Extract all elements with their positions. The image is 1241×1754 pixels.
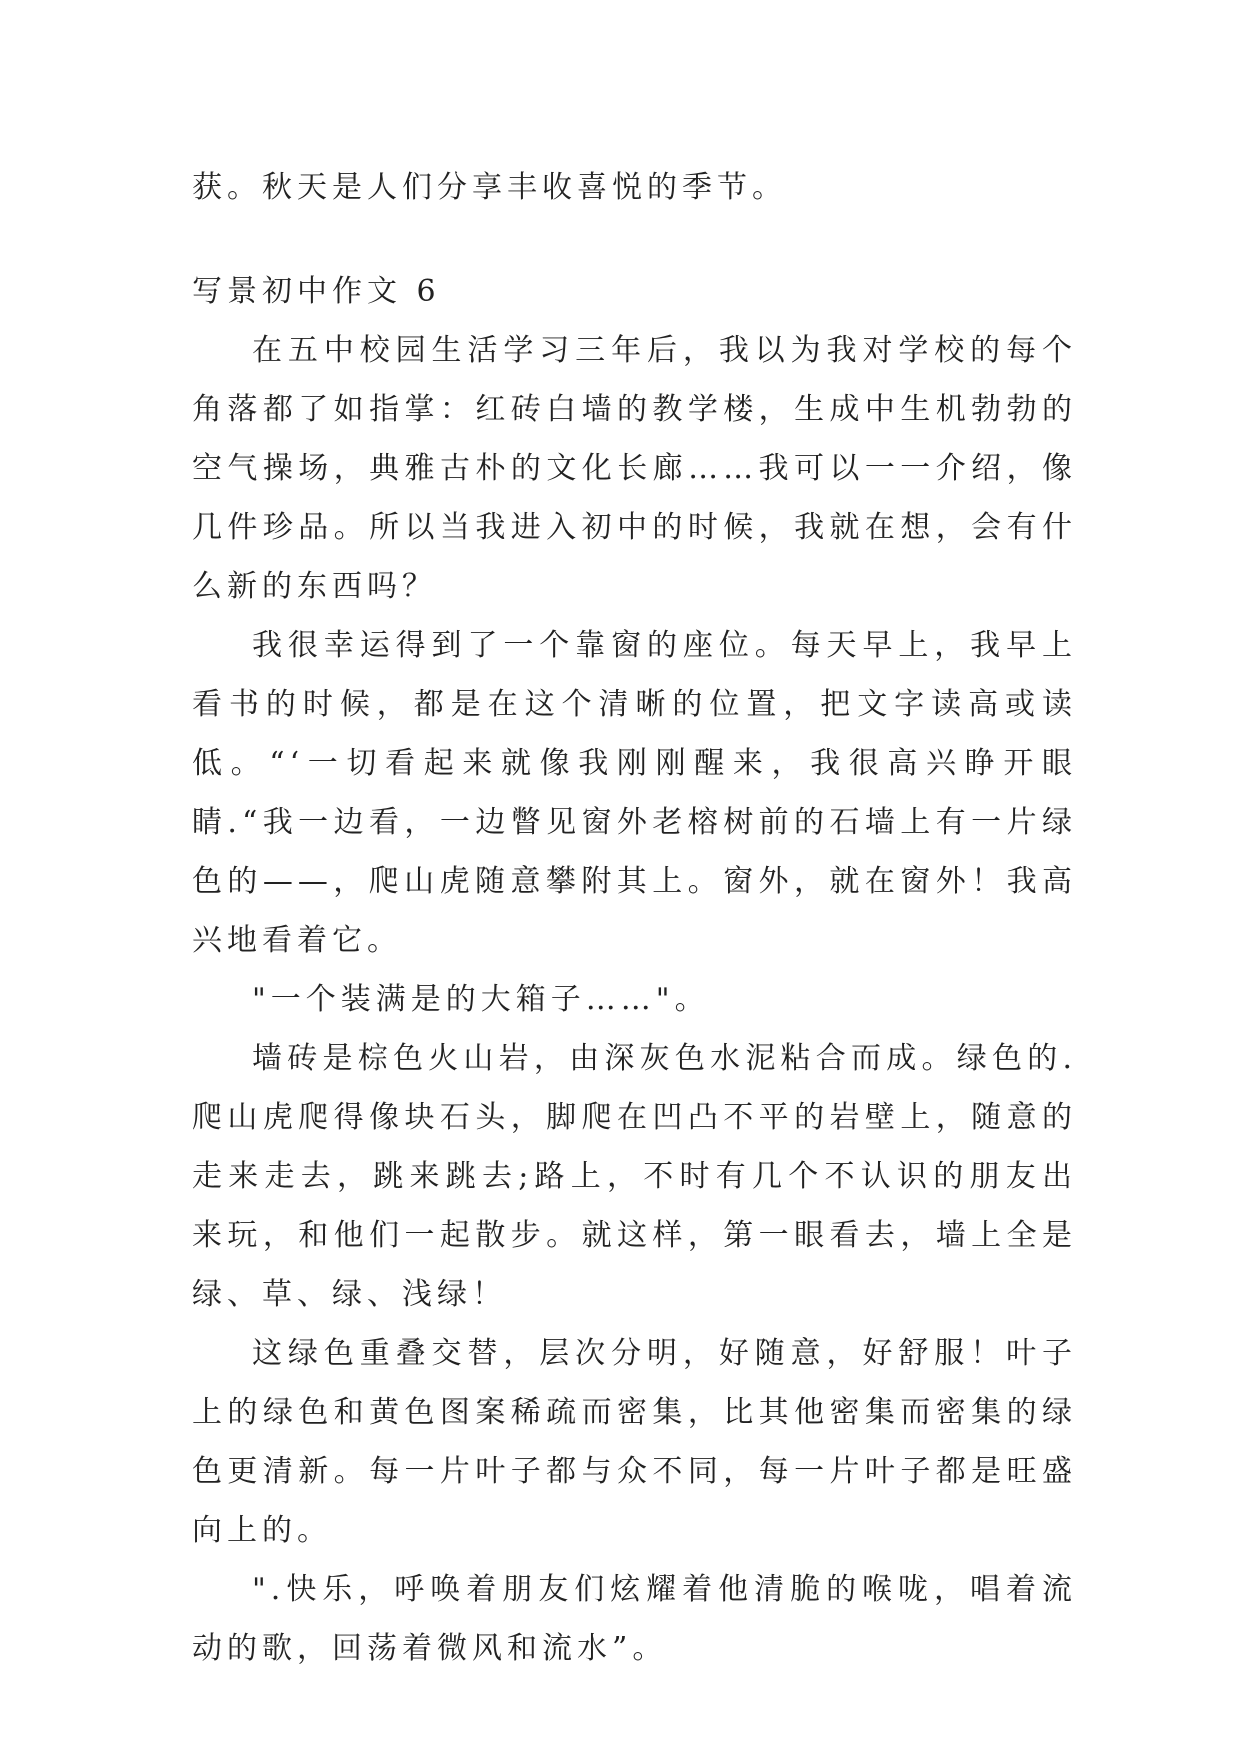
paragraph-1: 在五中校园生活学习三年后，我以为我对学校的每个角落都了如指掌：红砖白墙的教学楼，生成中生机勃勃的空气操场，典雅古朴的文化长廊……我可以一一介绍，像几件珍品。所以当我进入初中的时候，我就在想，会有什么新的东西吗？ [192, 333, 1077, 604]
carry-over-line: 获。秋天是人们分享丰收喜悦的季节。 [192, 170, 787, 205]
paragraph-2: 我很幸运得到了一个靠窗的座位。每天早上，我早上看书的时候，都是在这个清晰的位置，把文字读高或读低。“‘一切看起来就像我刚刚醒来，我很高兴睁开眼睛.“我一边看，一边瞥见窗外老榕树前的石墙上有一片绿色的——，爬山虎随意攀附其上。窗外，就在窗外！我高兴地看着它。 [192, 628, 1077, 958]
paragraph-5: 这绿色重叠交替，层次分明，好随意，好舒服！叶子上的绿色和黄色图案稀疏而密集，比其他密集而密集的绿色更清新。每一片叶子都与众不同，每一片叶子都是旺盛向上的。 [192, 1336, 1077, 1548]
document-body [192, 158, 1077, 1678]
section-title: 写景初中作文 6 [192, 274, 441, 309]
paragraph-4: 墙砖是棕色火山岩，由深灰色水泥粘合而成。绿色的.爬山虎爬得像块石头，脚爬在凹凸不平的岩壁上，随意的走来走去，跳来跳去;路上，不时有几个不认识的朋友出来玩，和他们一起散步。就这样，第一眼看去，墙上全是绿、草、绿、浅绿！ [192, 1041, 1077, 1312]
paragraph-6: ".快乐，呼唤着朋友们炫耀着他清脆的喉咙，唱着流动的歌，回荡着微风和流水”。 [192, 1572, 1077, 1666]
paragraph-3: "一个装满是的大箱子……"。 [252, 982, 710, 1017]
